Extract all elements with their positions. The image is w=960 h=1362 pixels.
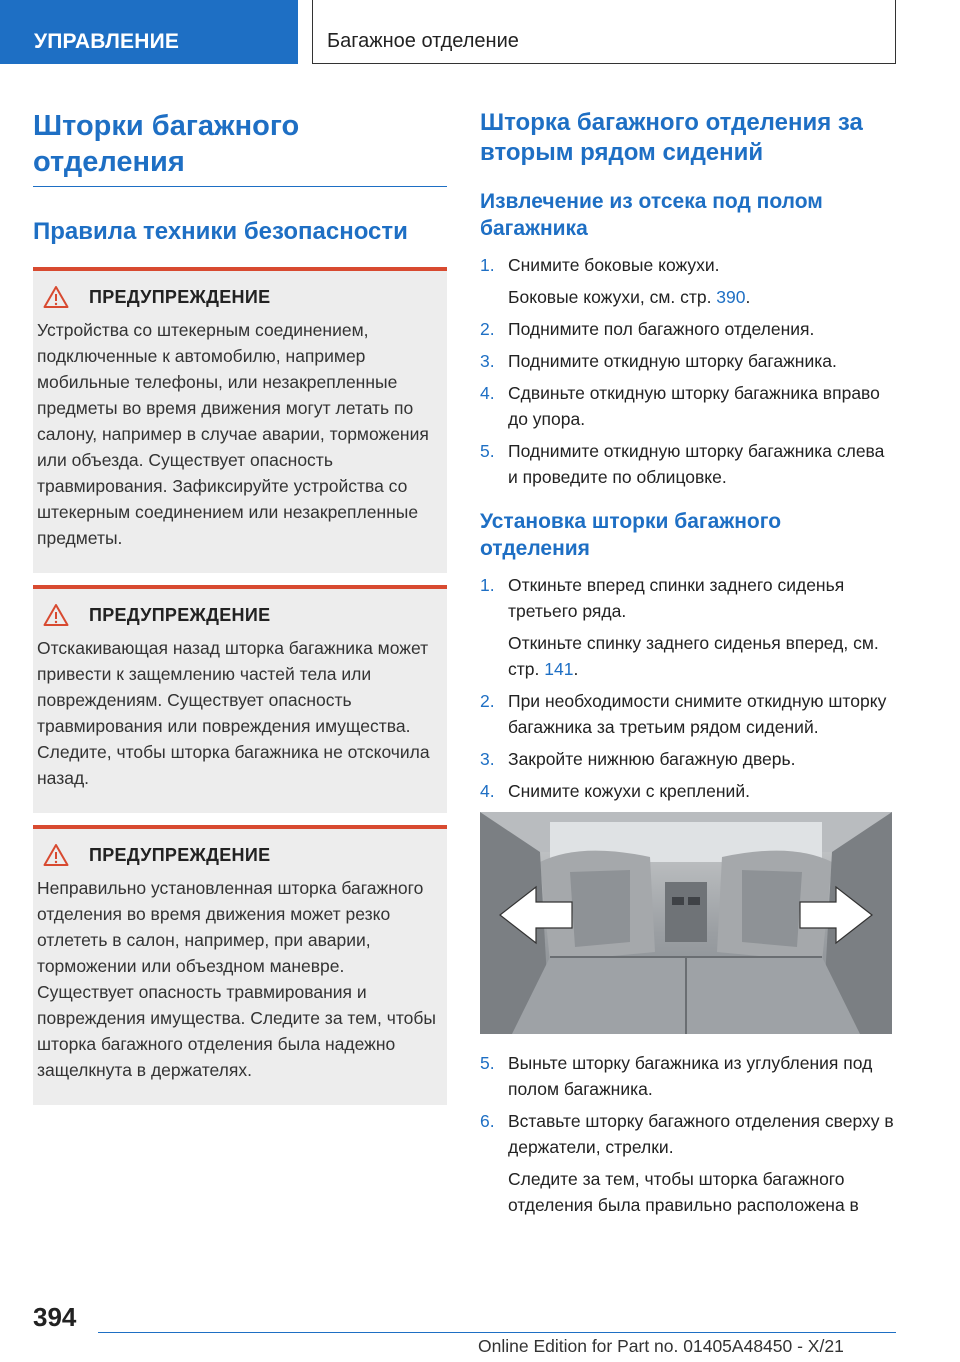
page-link[interactable]: 141: [544, 659, 574, 679]
warning-box-3: [33, 825, 447, 1105]
list-item: 5. Выньте шторку багажника из углубления под полом багажника.: [480, 1053, 873, 1099]
warning-triangle-icon: [43, 603, 69, 627]
warning-label: ПРЕДУПРЕЖДЕНИЕ: [89, 844, 271, 865]
list-item: 4. Сдвиньте откидную шторку багажника вправо до упора.: [480, 383, 880, 429]
page-title: Шторки багажного отделения: [33, 108, 447, 187]
warning-triangle-icon: [43, 843, 69, 867]
list-item: 5. Поднимите откидную шторку багажника слева и проведите по облицовке.: [480, 441, 885, 487]
install-steps: [480, 572, 896, 804]
list-item: 2. При необходимости снимите откидную шторку багажника за третьим рядом сидений.: [480, 691, 887, 737]
page-link[interactable]: 390: [716, 287, 746, 307]
right-column: [480, 108, 896, 1236]
section-title: Шторка багажного отделения за вторым рядом сидений: [480, 109, 863, 166]
warning-box-2: [33, 585, 447, 813]
warning-label: ПРЕДУПРЕЖДЕНИЕ: [89, 286, 271, 307]
list-item: 6. Вставьте шторку багажного отделения сверху в держатели, стрелки. Следите за тем, чтобы шторка багажного отделения была правильно расположена в: [480, 1111, 894, 1215]
safety-heading: Правила техники безопасности: [33, 218, 408, 245]
left-column: [33, 108, 447, 1117]
warning-text: Неправильно установленная шторка багажного отделения во время движения может резко отлететь в салон, например, при аварии, торможении или объездном маневре. Существует опасность травмирования и повреждения имущества. Следите за тем, чтобы шторка багажного отделения была надежно защелкнута в держателях.: [37, 878, 437, 1080]
warning-text: Отскакивающая назад шторка багажника может привести к защемлению частей тела или повреждениям. Существует опасность травмирования или повреждения имущества. Следите, чтобы шторка багажника не отскочила назад.: [37, 638, 430, 788]
warning-text: Устройства со штекерным соединением, подключенные к автомобилю, например мобильные телефоны, или незакрепленные предметы во время движения могут летать по салону, например в случае аварии, торможения или объезда. Существует опасность травмирования. Зафиксируйте устройства со штекерным соединением или незакрепленные предметы.: [37, 320, 429, 548]
install-steps-continued: [480, 1050, 896, 1218]
list-item: 1. Откиньте вперед спинки заднего сиденья третьего ряда. Откиньте спинку заднего сиденья вперед, см. стр. 141.: [480, 575, 879, 679]
list-item: 4. Снимите кожухи с креплений.: [480, 781, 750, 801]
edition-info: Online Edition for Part no. 01405A48450 - X/21: [478, 1336, 844, 1356]
warning-box-1: [33, 267, 447, 573]
list-item: 1. Снимите боковые кожухи. Боковые кожухи, см. стр. 390.: [480, 255, 751, 307]
list-item: 3. Поднимите откидную шторку багажника.: [480, 351, 837, 371]
section-tab[interactable]: УПРАВЛЕНИЕ: [0, 0, 298, 64]
trunk-illustration: [480, 812, 892, 1034]
install-heading: Установка шторки багажного отделения: [480, 510, 782, 560]
removal-heading: Извлечение из отсека под полом багажника: [480, 190, 823, 240]
list-item: 3. Закройте нижнюю багажную дверь.: [480, 749, 796, 769]
trunk-photo: [480, 812, 892, 1034]
list-item: 2. Поднимите пол багажного отделения.: [480, 319, 815, 339]
footer-divider: [98, 1332, 896, 1333]
chapter-title: Багажное отделение: [312, 0, 896, 64]
warning-triangle-icon: [43, 285, 69, 309]
page-number: 394: [33, 1302, 77, 1332]
removal-steps: [480, 252, 896, 490]
warning-label: ПРЕДУПРЕЖДЕНИЕ: [89, 604, 271, 625]
